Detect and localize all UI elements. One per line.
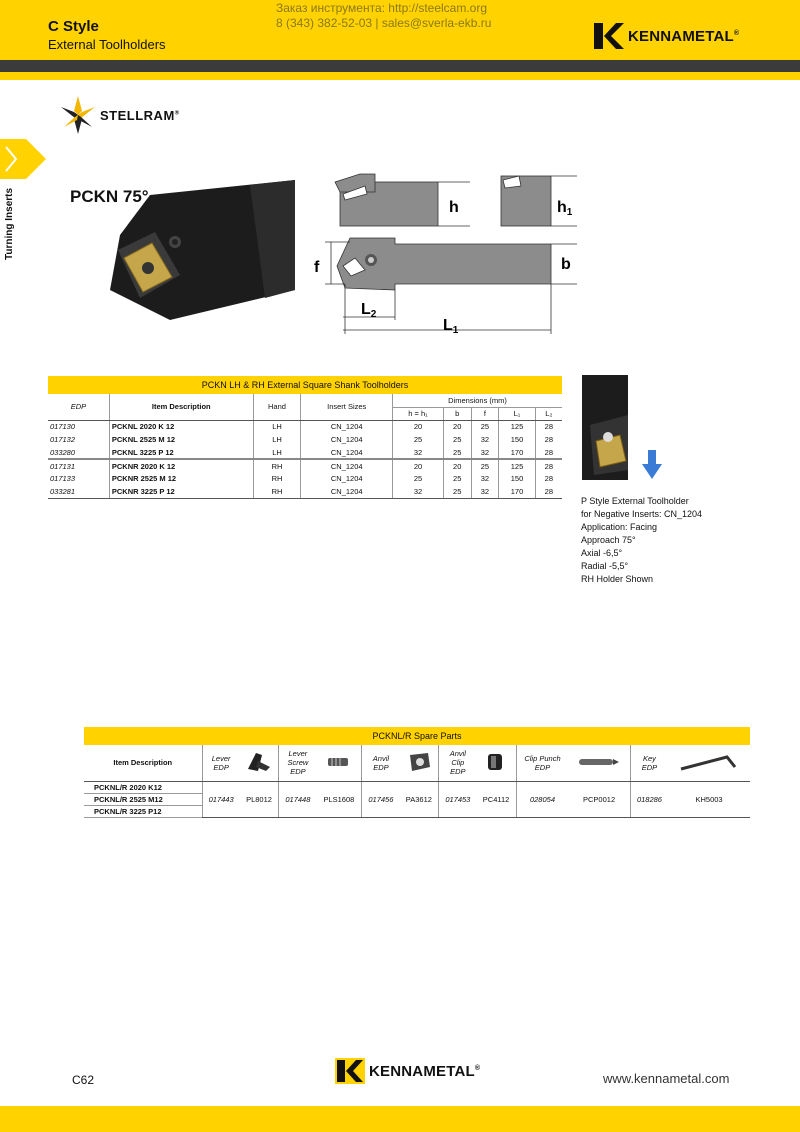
- cell-dimension: 28: [535, 446, 562, 459]
- cell-dimension: 170: [499, 446, 535, 459]
- toolholder-photo: [100, 180, 300, 340]
- order-contact: [276, 1, 491, 31]
- cell-dimension: 28: [535, 433, 562, 446]
- table-row: [48, 459, 562, 472]
- table-row: [48, 433, 562, 446]
- header-divider: [0, 60, 800, 72]
- cell-dimension: 20: [443, 459, 471, 472]
- section-subtitle: External Toolholders: [48, 37, 166, 52]
- cell-insert-size: CN_1204: [301, 420, 393, 433]
- cell-edp: 033280: [48, 446, 109, 459]
- part-header-line: Clip: [451, 758, 465, 768]
- note-line: Approach 75°: [581, 535, 636, 545]
- part-header: [439, 745, 477, 781]
- dim-header: L₁: [499, 407, 535, 420]
- col-edp: EDP: [48, 394, 109, 420]
- cell-part-number: PLS1608: [317, 781, 362, 817]
- part-header-line: EDP: [641, 762, 658, 772]
- cell-dimension: 150: [499, 433, 535, 446]
- cell-hand: RH: [253, 459, 301, 472]
- table-row: [48, 420, 562, 433]
- cell-item-description: PCKNL/R 2020 K12: [84, 781, 202, 793]
- cell-insert-size: CN_1204: [301, 446, 393, 459]
- cell-edp: 017133: [50, 474, 76, 483]
- cell-dimension: 32: [393, 485, 444, 498]
- table-row: [48, 472, 562, 485]
- part-header-line: EDP: [290, 767, 306, 777]
- lever-icon: [240, 745, 279, 781]
- cell-item-description: PCKNR 2525 M 12: [109, 472, 253, 485]
- cell-dimension: 20: [393, 420, 444, 433]
- cell-dimension: 150: [499, 472, 535, 485]
- part-header: [202, 745, 240, 781]
- col-item-description: Item Description: [109, 394, 253, 420]
- cell-dimension: 125: [499, 459, 535, 472]
- col-hand: Hand: [253, 394, 301, 420]
- col-item-description: Item Description: [84, 745, 202, 781]
- cell-item-description: PCKNR 3225 P 12: [109, 485, 253, 498]
- cell-dimension: 32: [471, 446, 499, 459]
- note-line: Radial -5,5°: [581, 561, 629, 571]
- note-line: Axial -6,5°: [581, 548, 623, 558]
- footer-brand-reg: ®: [474, 1064, 481, 1072]
- cell-dimension: 32: [393, 446, 444, 459]
- footer-band: [0, 1106, 800, 1132]
- cell-dimension: 25: [471, 459, 499, 472]
- cell-edp: 017131: [50, 461, 76, 471]
- table-caption: PCKNL/R Spare Parts: [84, 727, 750, 745]
- cell-part-number: PL8012: [240, 781, 279, 817]
- note-line: P Style External Toolholder: [581, 496, 689, 506]
- kennametal-k-icon: [335, 1058, 365, 1084]
- brand-name: KENNAMETAL: [628, 27, 734, 45]
- part-header-line: EDP: [213, 762, 229, 772]
- note-line: Application: Facing: [581, 522, 658, 532]
- kennametal-logo: [594, 23, 739, 49]
- cell-edp: 017130: [50, 422, 76, 432]
- dim-h: h: [449, 199, 459, 216]
- stellram-star-icon: [60, 95, 96, 135]
- rh-holder-photo: [580, 375, 670, 485]
- cell-dimension: 25: [393, 472, 444, 485]
- lever-screw-icon: [317, 745, 362, 781]
- footer-kennametal-logo: [335, 1058, 480, 1084]
- cell-dimension: 25: [443, 433, 471, 446]
- cell-insert-size: CN_1204: [301, 459, 393, 472]
- dim-header: f: [471, 407, 499, 420]
- stellram-name: STELLRAM: [100, 107, 175, 123]
- cell-item-description: PCKNL 2525 M 12: [109, 433, 253, 446]
- part-header: [630, 745, 668, 781]
- cell-item-description: PCKNR 2020 K 12: [109, 459, 253, 472]
- cell-hand: RH: [253, 485, 301, 498]
- cell-item-description: PCKNL 3225 P 12: [109, 446, 253, 459]
- cell-dimension: 32: [471, 485, 499, 498]
- cell-dimension: 20: [443, 420, 471, 433]
- dim-l1: L1: [443, 317, 459, 336]
- cell-insert-size: CN_1204: [301, 433, 393, 446]
- cell-part-edp: 017453: [439, 781, 477, 817]
- cell-dimension: 28: [535, 459, 562, 472]
- cell-hand: LH: [253, 446, 301, 459]
- dim-header: L₂: [535, 407, 562, 420]
- kennametal-k-icon: [594, 23, 624, 49]
- table-row: [48, 485, 562, 498]
- cell-part-number: PCP0012: [568, 781, 630, 817]
- col-dimensions: Dimensions (mm): [393, 394, 562, 407]
- side-section-label: Turning Inserts: [4, 187, 15, 260]
- cell-part-number: PA3612: [400, 781, 439, 817]
- dim-header: b: [443, 407, 471, 420]
- cell-edp: 017132: [50, 435, 76, 444]
- part-header: [362, 745, 400, 781]
- cell-dimension: 20: [393, 459, 444, 472]
- dim-b: b: [561, 256, 571, 273]
- cell-dimension: 28: [535, 485, 562, 498]
- part-header-line: Anvil: [372, 753, 390, 763]
- cell-hand: LH: [253, 420, 301, 433]
- cell-edp: 033281: [48, 485, 109, 498]
- cell-item-description: PCKNL/R 2525 M12: [84, 793, 202, 805]
- cell-insert-size: CN_1204: [301, 485, 393, 498]
- part-header-line: EDP: [534, 762, 551, 772]
- dim-header: h = h₁: [393, 407, 444, 420]
- dimension-diagram: [305, 172, 585, 340]
- part-header-line: EDP: [450, 767, 466, 777]
- note-line: RH Holder Shown: [581, 574, 654, 584]
- part-header: [279, 745, 317, 781]
- section-title: C Style: [48, 18, 99, 35]
- table-caption: PCKN LH & RH External Square Shank Toolholders: [48, 376, 562, 394]
- cell-dimension: 25: [443, 446, 471, 459]
- clip-punch-icon: [568, 745, 630, 781]
- cell-part-number: PC4112: [476, 781, 516, 817]
- part-header-line: Clip Punch: [524, 753, 561, 763]
- holder-notes: [581, 495, 702, 586]
- order-phone-line[interactable]: 8 (343) 382-52-03 | sales@sverla-ekb.ru: [276, 16, 492, 30]
- page-number: C62: [72, 1073, 95, 1087]
- table-row: [48, 446, 562, 459]
- toolholders-body: [48, 420, 562, 498]
- part-header-line: Anvil: [449, 749, 466, 759]
- stellram-logo: [60, 95, 180, 135]
- dim-h1: h1: [557, 199, 573, 218]
- dim-f: f: [314, 259, 320, 276]
- part-header-line: EDP: [373, 762, 389, 772]
- cell-dimension: 25: [471, 420, 499, 433]
- cell-dimension: 25: [443, 472, 471, 485]
- toolholders-table: [48, 376, 562, 499]
- cell-item-description: PCKNL/R 3225 P12: [84, 805, 202, 817]
- cell-dimension: 32: [471, 433, 499, 446]
- anvil-clip-icon: [476, 745, 516, 781]
- cell-dimension: 25: [393, 433, 444, 446]
- cell-dimension: 32: [471, 472, 499, 485]
- part-header-line: Screw: [287, 758, 309, 768]
- cell-item-description: PCKNL 2020 K 12: [109, 420, 253, 433]
- part-header-line: Lever: [211, 753, 231, 763]
- cell-part-edp: 017443: [202, 781, 240, 817]
- cell-dimension: 28: [535, 420, 562, 433]
- cell-part-edp: 017456: [362, 781, 400, 817]
- brand-reg: ®: [733, 29, 740, 37]
- website-link[interactable]: www.kennametal.com: [603, 1071, 730, 1086]
- cell-hand: LH: [253, 433, 301, 446]
- cell-part-edp: 028054: [516, 781, 568, 817]
- cell-hand: RH: [253, 472, 301, 485]
- anvil-icon: [400, 745, 439, 781]
- section-tab-arrow-icon: [0, 139, 46, 179]
- header-stripe: [0, 72, 800, 80]
- cell-part-number: KH5003: [668, 781, 750, 817]
- order-url-line[interactable]: Заказ инструмента: http://steelcam.org: [276, 1, 488, 15]
- cell-dimension: 170: [499, 485, 535, 498]
- col-insert-sizes: Insert Sizes: [301, 394, 393, 420]
- part-header: [516, 745, 568, 781]
- cell-dimension: 25: [443, 485, 471, 498]
- stellram-reg: ®: [174, 110, 180, 117]
- dim-l2: L2: [361, 301, 377, 320]
- spare-parts-body: [84, 781, 750, 817]
- key-icon: [668, 745, 750, 781]
- part-header-line: Key: [642, 753, 656, 763]
- model-title: PCKN 75°: [70, 187, 149, 206]
- table-row: [84, 781, 750, 793]
- spare-parts-table: [84, 727, 750, 818]
- cell-insert-size: CN_1204: [301, 472, 393, 485]
- note-line: for Negative Inserts: CN_1204: [581, 509, 703, 519]
- cell-dimension: 125: [499, 420, 535, 433]
- cell-dimension: 28: [535, 472, 562, 485]
- cell-part-edp: 017448: [279, 781, 317, 817]
- footer-brand-name: KENNAMETAL: [369, 1062, 475, 1080]
- part-header-line: Lever: [288, 749, 308, 759]
- cell-part-edp: 018286: [630, 781, 668, 817]
